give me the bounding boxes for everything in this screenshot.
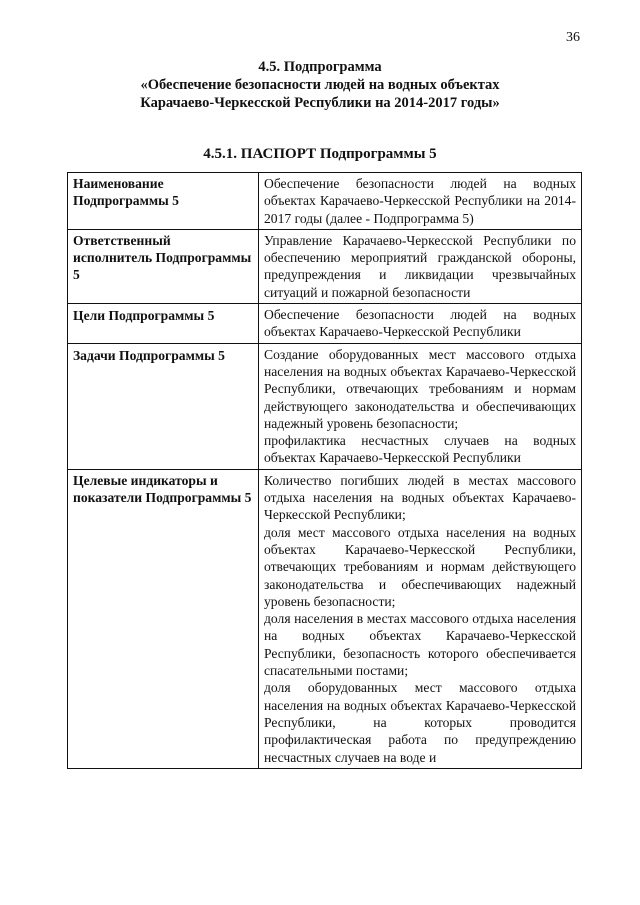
table-row bbox=[68, 469, 582, 768]
row-label: Задачи Подпрограммы 5 bbox=[68, 343, 259, 469]
value-paragraph: Обеспечение безопасности людей на водных объектах Карачаево-Черкесской Республики на 2014-2017 годы (далее - Подпрограмма 5) bbox=[264, 176, 576, 226]
value-paragraph: доля мест массового отдыха населения на водных объектах Карачаево-Черкесской Республики, отвечающих требованиям и нормам действующего законодательства и обеспечивающих надежный уровень безопасности; bbox=[264, 524, 576, 609]
subprogram-title-line-2: Карачаево-Черкесской Республики на 2014-2017 годы» bbox=[140, 95, 500, 111]
row-label: Целевые индикаторы и показатели Подпрограммы 5 bbox=[68, 469, 259, 768]
row-label: Ответственный исполнитель Подпрограммы 5 bbox=[68, 229, 259, 303]
value-paragraph: Обеспечение безопасности людей на водных объектах Карачаево-Черкесской Республики bbox=[264, 307, 576, 340]
value-paragraph: Создание оборудованных мест массового отдыха населения на водных объектах Карачаево-Черкесской Республики, отвечающих требованиям и нормам действующего законодательства и обеспечивающих надежный уровень безопасности; bbox=[264, 346, 576, 431]
subprogram-heading: 4.5. Подпрограмма bbox=[258, 59, 382, 75]
row-label: Наименование Подпрограммы 5 bbox=[68, 173, 259, 230]
value-paragraph: Количество погибших людей в местах массового отдыха населения на водных объектах Карачаево-Черкесской Республики; bbox=[264, 472, 576, 523]
row-label: Цели Подпрограммы 5 bbox=[68, 304, 259, 344]
passport-table bbox=[67, 172, 582, 769]
row-value bbox=[259, 343, 582, 469]
table-row bbox=[68, 343, 582, 469]
subprogram-title-line-1: «Обеспечение безопасности людей на водных объектах bbox=[140, 77, 500, 93]
row-value bbox=[259, 229, 582, 303]
value-paragraph: доля оборудованных мест массового отдыха населения на водных объектах Карачаево-Черкесской Республики, на которых проводится профилактическая работа по предупреждению несчастных случаев на воде и bbox=[264, 680, 576, 765]
value-paragraph: Управление Карачаево-Черкесской Республики по обеспечению мероприятий гражданской обороны, предупреждения и ликвидации чрезвычайных ситуаций и пожарной безопасности bbox=[264, 232, 576, 300]
table-row bbox=[68, 304, 582, 344]
table-row bbox=[68, 229, 582, 303]
row-value bbox=[259, 469, 582, 768]
passport-title: 4.5.1. ПАСПОРТ Подпрограммы 5 bbox=[203, 146, 437, 162]
value-paragraph: доля населения в местах массового отдыха населения на водных объектах Карачаево-Черкесской Республики, безопасность которого обеспечивается спасательными постами; bbox=[264, 611, 576, 679]
page-number: 36 bbox=[566, 30, 580, 45]
row-value bbox=[259, 173, 582, 230]
row-value bbox=[259, 304, 582, 344]
table-row bbox=[68, 173, 582, 230]
value-paragraph: профилактика несчастных случаев на водных объектах Карачаево-Черкесской Республики bbox=[264, 433, 576, 466]
